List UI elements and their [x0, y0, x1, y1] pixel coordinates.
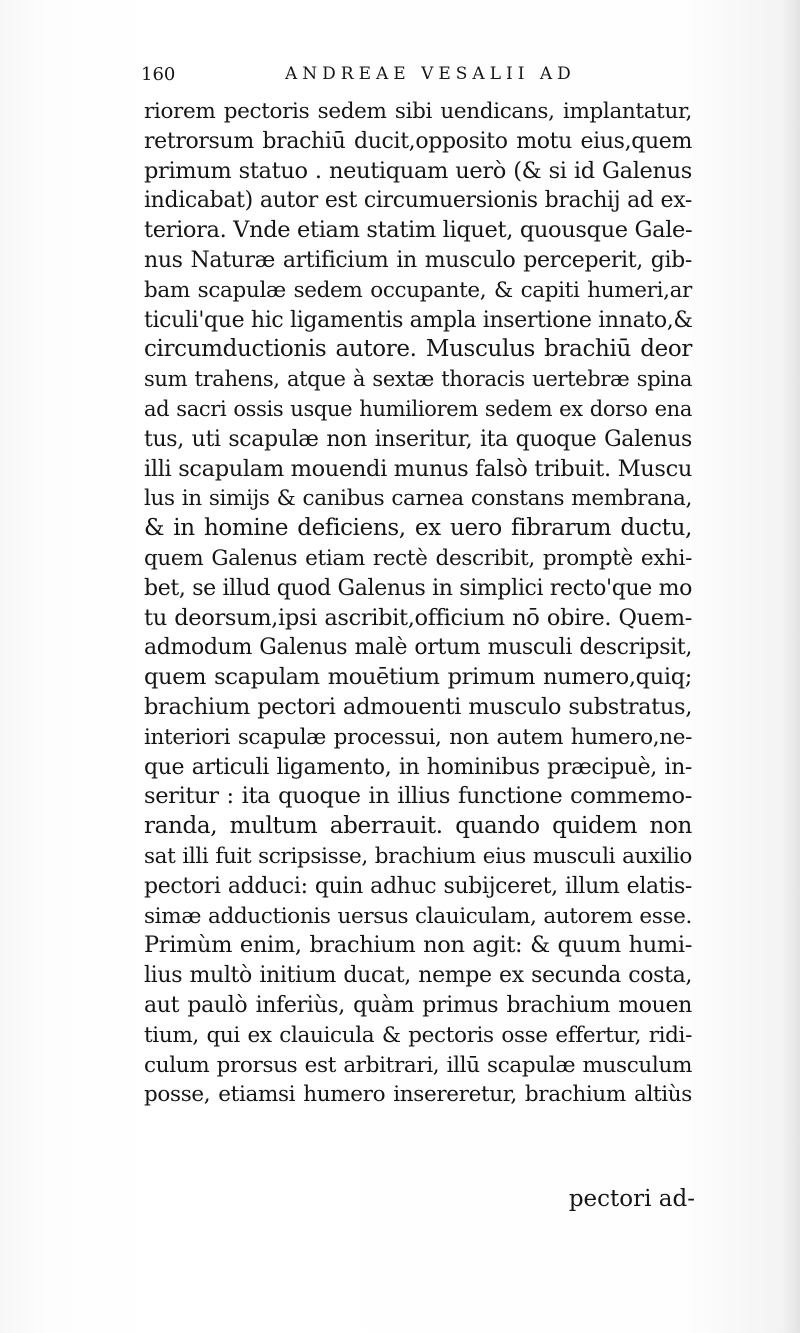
text-line: indicabat) autor est circumuersionis brachij ad ex-: [144, 188, 692, 214]
text-line: simæ adductionis uersus clauiculam, autorem esse.: [144, 903, 692, 929]
text-line: sum trahens, atque à sextæ thoracis uertebræ spina: [144, 367, 692, 392]
text-line: tium, qui ex clauicula & pectoris osse effertur, ridi-: [144, 1022, 692, 1048]
text-line: sat illi fuit scripsisse, brachium eius musculi auxilio: [144, 843, 692, 869]
running-title: ANDREAE VESALII AD: [285, 64, 576, 84]
text-line: culum prorsus est arbitrari, illū scapulæ musculum: [144, 1052, 692, 1078]
text-line: quem scapulam mouētium primum numero,quiq;: [144, 664, 692, 691]
text-line: quem Galenus etiam rectè describit, promptè exhi-: [144, 545, 692, 571]
running-head: [141, 64, 701, 88]
text-line: ad sacri ossis usque humiliorem sedem ex dorso ena: [144, 396, 692, 421]
text-line: circumductionis autore. Musculus brachiū deor: [144, 336, 692, 363]
text-line: riorem pectoris sedem sibi uendicans, implantatur,: [144, 99, 692, 124]
text-line: posse, etiamsi humero insereretur, brachium altiùs: [144, 1082, 692, 1108]
text-line: brachium pectori admouenti musculo substratus,: [144, 693, 692, 720]
text-line: aut paulò inferiùs, quàm primus brachium mouen: [144, 992, 692, 1018]
text-line: ticuli'que hic ligamentis ampla insertione innato,&: [144, 307, 693, 333]
text-line: interiori scapulæ processui, non autem humero,ne-: [144, 724, 692, 750]
body-text: [144, 97, 692, 1110]
text-line: lus in simijs & canibus carnea constans membrana,: [144, 486, 692, 512]
text-line: lius multò initium ducat, nempe ex secunda costa,: [144, 963, 692, 989]
text-line: admodum Galenus malè ortum musculi descripsit,: [144, 635, 692, 661]
page-edge-shadow: [782, 0, 800, 1333]
text-line: Primùm enim, brachium non agit: & quum humi-: [144, 932, 692, 959]
text-line: tus, uti scapulæ non inseritur, ita quoque Galenus: [144, 426, 692, 452]
text-line: pectori adduci: quin adhuc subijceret, illum elatis-: [144, 873, 692, 899]
page-number: 160: [141, 64, 176, 85]
text-line: seritur : ita quoque in illius functione commemo-: [144, 783, 692, 810]
catchword: pectori ad-: [568, 1186, 695, 1212]
text-line: randa, multum aberrauit. quando quidem non: [144, 813, 692, 840]
text-line: & in homine deficiens, ex uero fibrarum ductu,: [144, 515, 692, 542]
text-line: bam scapulæ sedem occupante, & capiti humeri,ar: [144, 277, 692, 303]
text-line: primum statuo . neutiquam uerò (& si id Galenus: [144, 157, 692, 184]
text-line: bet, se illud quod Galenus in simplici recto'que mo: [144, 575, 692, 601]
text-line: tu deorsum,ipsi ascribit,officium nō obire. Quem-: [144, 604, 692, 631]
text-line: teriora. Vnde etiam statim liquet, quousque Gale-: [144, 217, 693, 244]
text-line: retrorsum brachiū ducit,opposito motu eius,quem: [144, 128, 692, 154]
text-line: illi scapulam mouendi munus falsò tribuit. Muscu: [144, 455, 692, 482]
text-line: nus Naturæ artificium in musculo perceperit, gib-: [144, 247, 692, 273]
text-line: que articuli ligamento, in hominibus præcipuè, in-: [144, 754, 692, 780]
